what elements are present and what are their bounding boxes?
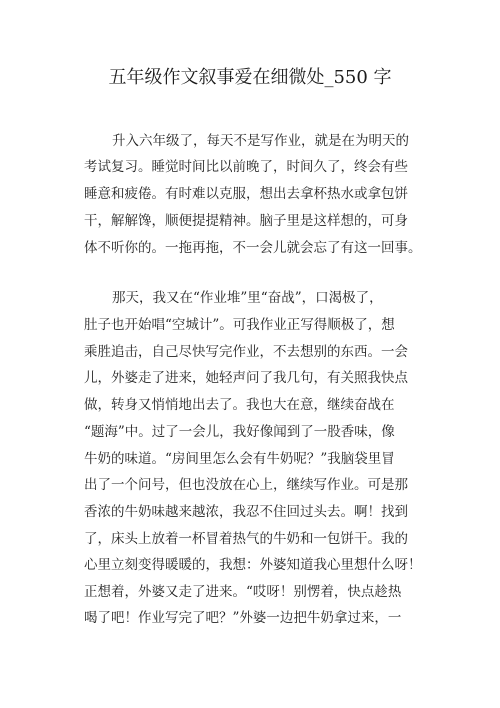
paragraph-2-line-1: 那天，我又在“作业堆”里“奋战”，口渴极了， <box>112 290 383 306</box>
paragraph-2-line-8: 出了一个问号，但也没放在心上，继续写作业。可是那 <box>84 477 408 493</box>
paragraph-1-line-4: 干，解解馋，顺便提提精神。脑子里是这样想的，可身 <box>84 213 408 229</box>
paragraph-2-line-5: 做，转身又悄悄地出去了。我也大在意，继续奋战在 <box>84 397 395 413</box>
paragraph-2-line-12: 正想着，外婆又走了进来。“哎呀！别愣着，快点趁热 <box>84 584 402 600</box>
paragraph-2-line-10: 了，床头上放着一杯冒着热气的牛奶和一包饼干。我的 <box>84 531 408 547</box>
paragraph-2-line-2: 肚子也开始唱“空城计”。可我作业正写得顺极了，想 <box>84 317 395 333</box>
paragraph-1-line-2: 考试复习。睡觉时间比以前晚了，时间久了，终会有些 <box>84 159 408 175</box>
paragraph-1-line-5: 体不听你的。一拖再拖，不一会儿就会忘了有这一回事。 <box>84 240 422 256</box>
paragraph-2-line-11: 心里立刻变得暖暖的，我想：外婆知道我心里想什么呀！ <box>84 557 422 573</box>
document-title: 五年级作文叙事爱在细微处_550 字 <box>108 67 392 88</box>
paragraph-2-line-3: 乘胜追击，自己尽快写完作业，不去想别的东西。一会 <box>84 344 408 360</box>
paragraph-1-line-3: 睡意和疲倦。有时难以克服，想出去拿杯热水或拿包饼 <box>84 186 408 202</box>
paragraph-2-line-6: “题海”中。过了一会儿，我好像闻到了一股香味，像 <box>84 424 395 440</box>
paragraph-1-line-1: 升入六年级了，每天不是写作业，就是在为明天的 <box>112 133 409 149</box>
paragraph-2-line-4: 儿，外婆走了进来，她轻声问了我几句，有关照我快点 <box>84 370 408 386</box>
paragraph-2-line-13: 喝了吧！作业写完了吧？”外婆一边把牛奶拿过来，一 <box>84 610 402 626</box>
paragraph-2-line-9: 香浓的牛奶味越来越浓，我忍不住回过头去。啊！找到 <box>84 504 408 520</box>
paragraph-2-line-7: 牛奶的味道。“房间里怎么会有牛奶呢？”我脑袋里冒 <box>84 451 395 467</box>
